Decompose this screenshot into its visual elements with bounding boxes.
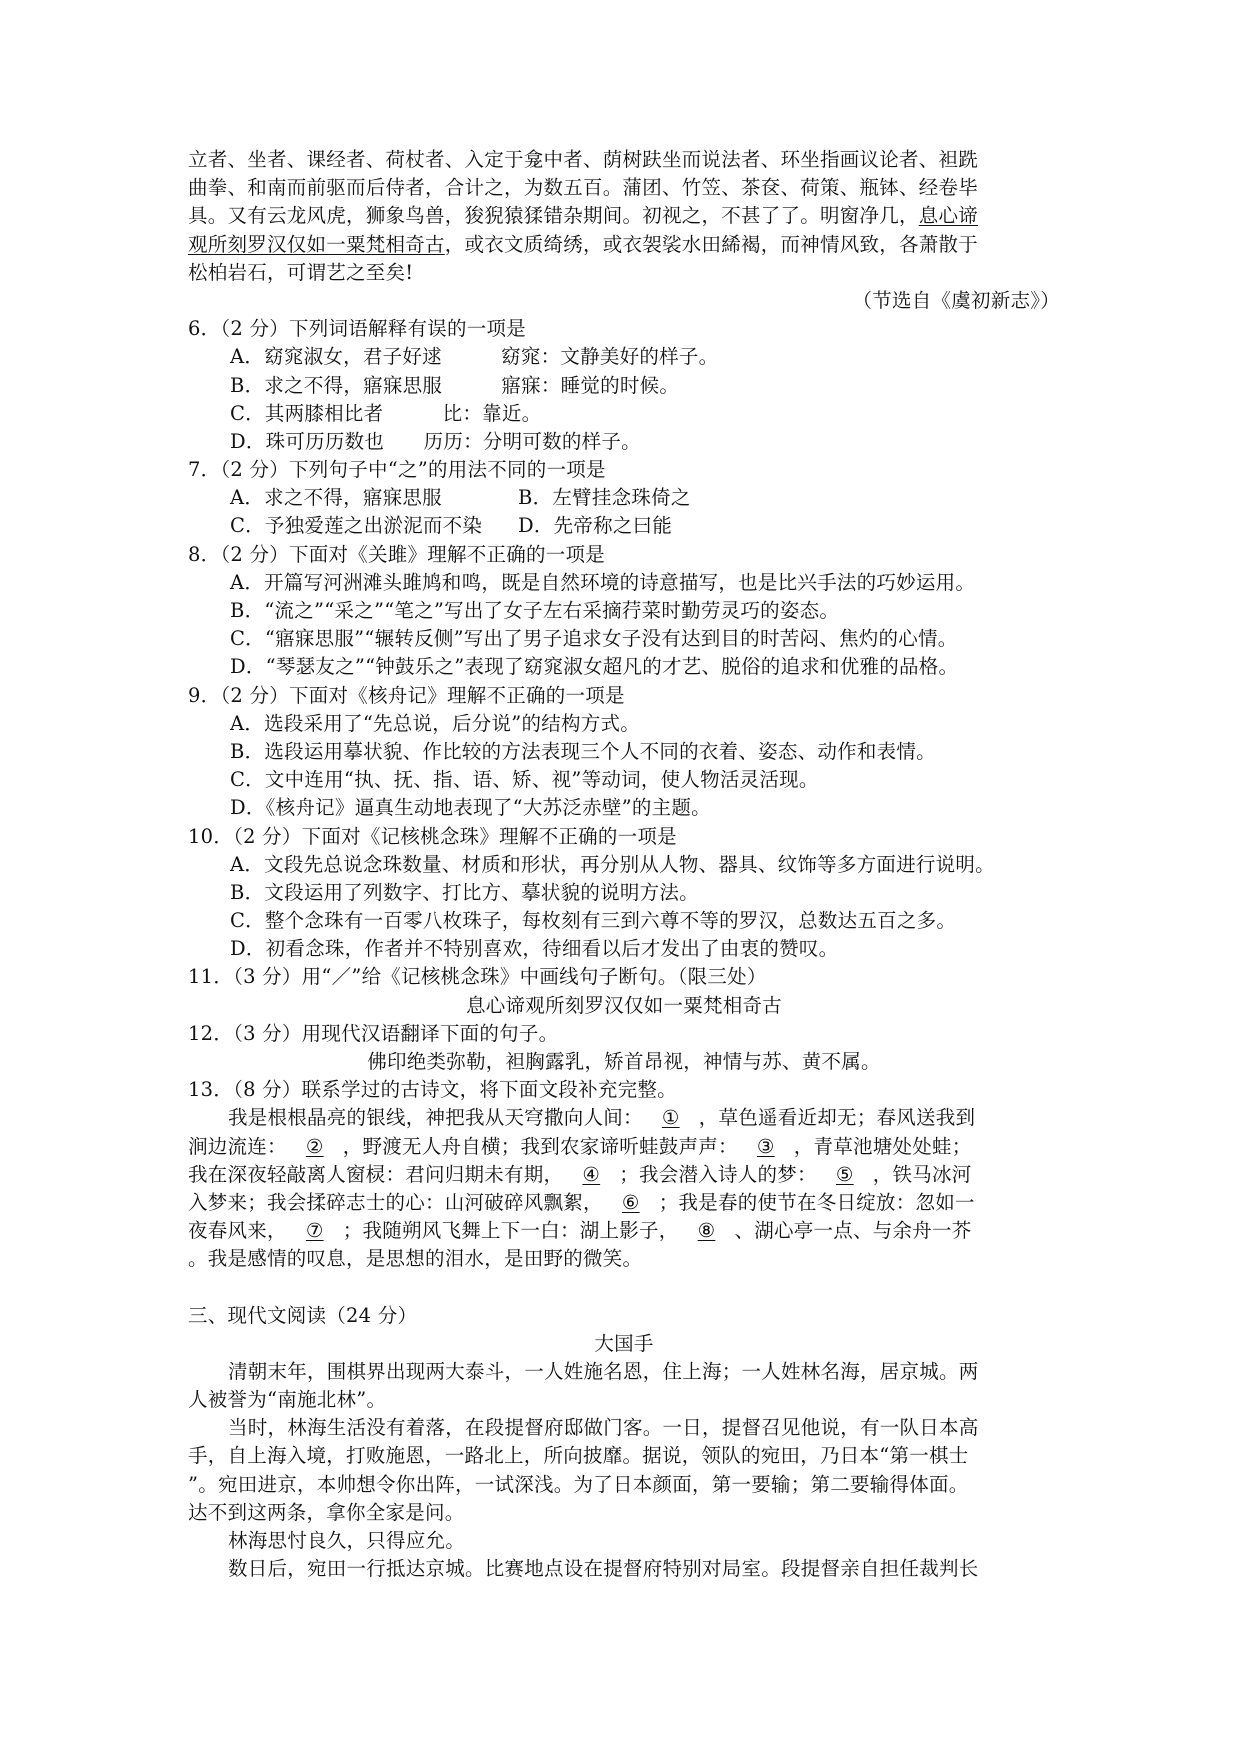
fill-text: 入梦来；我会揉碎志士的心：山河破碎风飘絮，: [188, 1190, 603, 1214]
passage-line: 松柏岩石，可谓艺之至矣!: [188, 260, 414, 284]
article-paragraph-line: 林海思忖良久，只得应允。: [228, 1529, 466, 1552]
passage-line: 立者、坐者、课经者、荷杖者、入定于龛中者、荫树趺坐而说法者、环坐指画议论者、袒跣: [188, 148, 979, 171]
content-column: [188, 146, 1060, 1583]
passage-text: 具。又有云龙风虎，狮象鸟兽，狻猊猿猱错杂期间。初视之，不甚了了。明窗净几，: [188, 204, 919, 228]
fill-line: [188, 1161, 1060, 1189]
passage-text: ，或衣文质绮绣，或衣袈裟水田絺褐，而神情风致，各萧散于: [444, 232, 979, 256]
fill-text: 我在深夜轻敲离人窗棂：君问归期未有期，: [188, 1162, 564, 1186]
option: B．求之不得，寤寐思服 寤寐：睡觉的时候。: [230, 373, 680, 397]
question-stem: 7．（2 分）下列句子中“之”的用法不同的一项是: [188, 458, 606, 482]
underlined-sentence-part: 观所刻罗汉仅如一粟梵相奇古: [188, 232, 445, 256]
option: D．“琴瑟友之”“钟鼓乐之”表现了窈窕淑女超凡的才艺、脱俗的追求和优雅的品格。: [230, 655, 959, 679]
fill-text: ，草色遥看近却无；春风送我到: [698, 1106, 976, 1130]
fill-text: ，青草池塘处处蛙；: [793, 1134, 972, 1158]
fill-text: 、湖心亭一点、与余舟一芥: [734, 1219, 972, 1243]
section-spacer: [188, 1274, 1060, 1302]
fill-line: [188, 1217, 1060, 1245]
fill-text: 我是根根晶亮的银线，神把我从天穹撒向人间：: [228, 1106, 643, 1130]
article-paragraph-line: 数日后，宛田一行抵达京城。比赛地点设在提督府特别对局室。段提督亲自担任裁判长: [228, 1557, 979, 1581]
answer-blank-4[interactable]: ④: [582, 1162, 601, 1186]
fill-text: ，野渡无人舟自横；我到农家谛听蛙鼓声声：: [342, 1134, 738, 1158]
article-paragraph-line: 人被誉为“南施北林”。: [188, 1388, 387, 1412]
article-paragraph-line: 手，自上海入境，打败施恩，一路北上，所向披靡。据说，领队的宛田，乃日本“第一棋士: [188, 1444, 969, 1468]
question-stem: 11．（3 分）用“／”给《记核桃念珠》中画线句子断句。（限三处）: [188, 965, 767, 989]
passage-line: 曲拳、和南而前驱而后侍者，合计之，为数五百。蒲团、竹笠、茶奁、荷策、瓶钵、经卷毕: [188, 176, 979, 200]
article-paragraph-line: 达不到这两条，拿你全家是问。: [188, 1500, 465, 1524]
option: D．珠可历历数也 历历：分明可数的样子。: [230, 429, 641, 453]
question-stem: 6．（2 分）下列词语解释有误的一项是: [188, 317, 527, 341]
option: C．予独爱莲之出淤泥而不染: [230, 514, 483, 538]
fill-text: ；我随朔风飞舞上下一白：湖上影子，: [342, 1219, 679, 1243]
underlined-sentence-part: 息心谛: [918, 204, 979, 228]
option: B．文段运用了列数字、打比方、摹状貌的说明方法。: [230, 880, 699, 904]
option: A．选段采用了“先总说，后分说”的结构方式。: [230, 711, 641, 735]
answer-blank-3[interactable]: ③: [756, 1134, 775, 1158]
option: A．求之不得，寤寐思服: [230, 486, 442, 510]
option: C．文中连用“执、抚、指、语、矫、视”等动词，使人物活灵活现。: [230, 768, 819, 792]
option-row: [188, 484, 1060, 512]
article-paragraph-line: ”。宛田进京，本帅想令你出阵，一试深浅。为了日本颜面，第一要输；第二要输得体面。: [188, 1472, 969, 1496]
answer-blank-5[interactable]: ⑤: [835, 1162, 854, 1186]
option: D．先帝称之曰能: [518, 514, 673, 538]
answer-blank-6[interactable]: ⑥: [621, 1190, 640, 1214]
fill-line: [188, 1189, 1060, 1217]
question-sentence: 息心谛观所刻罗汉仅如一粟梵相奇古: [465, 993, 782, 1017]
fill-text: 夜春风来，: [188, 1219, 287, 1243]
question-stem: 10．（2 分）下面对《记核桃念珠》理解不正确的一项是: [188, 824, 677, 848]
fill-text: ；我是春的使节在冬日绽放：忽如一: [658, 1190, 975, 1214]
option: B．选段运用摹状貌、作比较的方法表现三个人不同的衣着、姿态、动作和表情。: [230, 739, 936, 763]
passage-source: （节选自《虞初新志》）: [852, 288, 1060, 312]
passage-line: [188, 231, 1060, 259]
question-stem: 12．（3 分）用现代汉语翻译下面的句子。: [188, 1021, 559, 1045]
option: C．其两膝相比者 比：靠近。: [230, 401, 542, 425]
option: A．开篇写河洲滩头雎鸠和鸣，既是自然环境的诗意描写，也是比兴手法的巧妙运用。: [230, 570, 976, 594]
option: A．窈窕淑女，君子好逑 窈窕：文静美好的样子。: [230, 345, 719, 369]
option: B．左臂挂念珠倚之: [518, 486, 691, 510]
fill-text: ，铁马冰河: [872, 1162, 972, 1186]
answer-blank-8[interactable]: ⑧: [697, 1219, 716, 1243]
fill-text: 涧边流连：: [188, 1134, 287, 1158]
answer-blank-7[interactable]: ⑦: [305, 1219, 324, 1243]
fill-text: ；我会潜入诗人的梦：: [619, 1162, 817, 1186]
option: D．《核舟记》逼真生动地表现了“大苏泛赤壁”的主题。: [230, 796, 711, 820]
fill-line: 。我是感情的叹息，是思想的泪水，是田野的微笑。: [188, 1247, 643, 1271]
option: B．“流之”“采之”“笔之”写出了女子左右采摘荇菜时勤劳灵巧的姿态。: [230, 599, 840, 622]
option: C．整个念珠有一百零八枚珠子，每枚刻有三到六尊不等的罗汉，总数达五百之多。: [230, 909, 957, 933]
answer-blank-2[interactable]: ②: [305, 1134, 324, 1158]
option: A．文段先总说念珠数量、材质和形状，再分别从人物、器具、纹饰等多方面进行说明。: [230, 852, 995, 876]
option: D．初看念珠，作者并不特别喜欢，待细看以后才发出了由衷的赞叹。: [230, 937, 839, 961]
question-sentence: 佛印绝类弥勒，袒胸露乳，矫首昂视，神情与苏、黄不属。: [367, 1050, 881, 1073]
question-stem: 13．（8 分）联系学过的古诗文，将下面文段补充完整。: [188, 1078, 677, 1102]
article-title: 大国手: [594, 1331, 654, 1355]
fill-line: [188, 1133, 1060, 1161]
article-paragraph-line: 当时，林海生活没有着落，在段提督府邸做门客。一日，提督召见他说，有一队日本高: [228, 1416, 979, 1440]
option-row: [188, 512, 1060, 540]
question-stem: 9．（2 分）下面对《核舟记》理解不正确的一项是: [188, 683, 625, 707]
answer-blank-1[interactable]: ①: [661, 1106, 680, 1130]
passage-line: [188, 202, 1060, 230]
article-paragraph-line: 清朝末年，围棋界出现两大泰斗，一人姓施名恩，住上海；一人姓林名海，居京城。两: [228, 1359, 979, 1383]
fill-line: [188, 1104, 1060, 1132]
question-stem: 8．（2 分）下面对《关雎》理解不正确的一项是: [188, 542, 606, 566]
option: C．“寤寐思服”“辗转反侧”写出了男子追求女子没有达到目的时苦闷、焦灼的心情。: [230, 627, 958, 651]
section-heading: 三、现代文阅读（24 分）: [188, 1303, 418, 1327]
